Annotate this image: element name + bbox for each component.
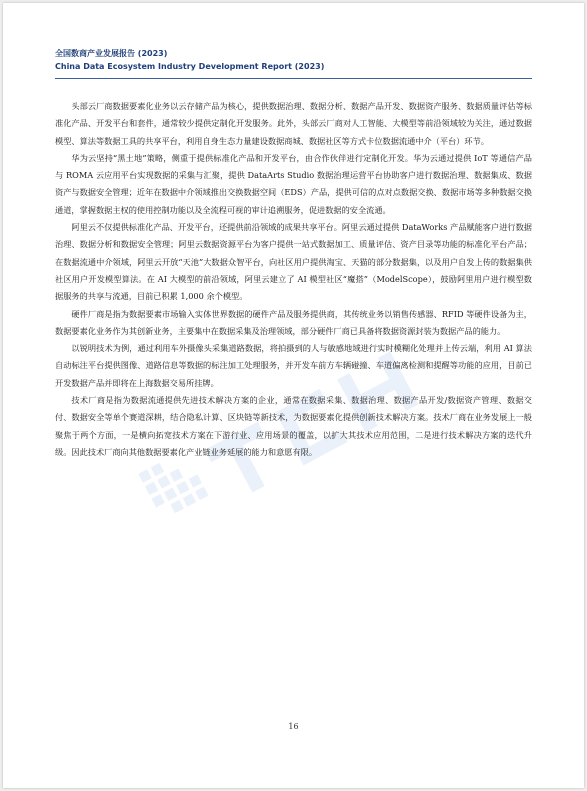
document-page <box>3 3 584 788</box>
paragraph-alibaba-cloud: 阿里云不仅提供标准化产品、开发平台，还提供前沿领域的成果共享平台。阿里云通过提供 DataWorks 产品赋能客户进行数据治理、数据分析和数据安全管理；阿里云数据资源平台为客户提供一站式数据加工、质量评估、资产目录等功能的标准化平台产品；在数据流通中介领域，阿里云开放“天池”大数据众智平台，向社区用户提供淘宝、天猫的部分数据集，以及用户自发上传的数据集供社区用户开发模型算法。在 AI 大模型的前沿领域，阿里云建立了 AI 模型社区“魔搭”（ModelScope），鼓励阿里用户进行模型数据服务的共享与流通，目前已积累 1,000 余个模型。 <box>55 222 532 302</box>
paragraph-cloud-vendors: 头部云厂商数据要素化业务以云存储产品为核心，提供数据治理、数据分析、数据产品开发、数据资产服务、数据质量评估等标准化产品、开发平台和套件，通常较少提供定制化开发服务。此外，头部云厂商对人工智能、大模型等前沿领域较为关注，通过数据模型、算法等数据工具的共享平台，利用自身生态力量建设数据商城、数据社区等方式卡位数据流通中介（平台）环节。 <box>55 101 532 146</box>
header-rule <box>55 78 532 79</box>
header-title-cn: 全国数商产业发展报告 (2023) <box>55 49 168 58</box>
header-title-en: China Data Ecosystem Industry Development Report (2023) <box>55 62 325 71</box>
page-number: 16 <box>288 722 299 731</box>
body-text <box>55 98 532 461</box>
paragraph-streamax-example: 以锐明技术为例，通过利用车外摄像头采集道路数据，将拍摄到的人与敏感地域进行实时模糊化处理并上传云端，利用 AI 算法自动标注平台提供图像、道路信息等数据的标注加工处理服务，并开发车前方车辆碰撞、车道偏离检测和提醒等功能的应用，目前已开发数据产品并即将在上海数据交易所挂牌。 <box>55 343 532 388</box>
paragraph-huawei-cloud: 华为云坚持“黑土地”策略，侧重于提供标准化产品和开发平台，由合作伙伴进行定制化开发。华为云通过提供 IoT 等通信产品与 ROMA 云应用平台实现数据的采集与汇聚，提供 DataArts Studio 数据治理运营平台协助客户进行数据治理、数据集成、数据资产与数据安全管理；近年在数据中介领域推出交换数据空间（EDS）产品，提供可信的点对点数据交换、数据市场等多种数据交换通道，掌握数据主权的使用控制功能以及全流程可视的审计追溯服务，促进数据的安全流通。 <box>55 152 532 215</box>
paragraph-tech-vendors: 技术厂商是指为数据流通提供先进技术解决方案的企业，通常在数据采集、数据治理、数据产品开发/数据资产管理、数据交付、数据安全等单个赛道深耕，结合隐私计算、区块链等新技术，为数据要素化提供创新技术解决方案。技术厂商在业务发展上一般聚焦于两个方面，一是横向拓宽技术方案在下游行业、应用场景的覆盖，以扩大其技术应用范围，二是进行技术解决方案的迭代升级。因此技术厂商向其他数据要素化产业链业务延展的能力和意愿有限。 <box>55 395 532 457</box>
paragraph-hardware-vendors: 硬件厂商是指为数据要素市场输入实体世界数据的硬件产品及服务提供商，其传统业务以销售传感器、RFID 等硬件设备为主，数据要素化业务作为其创新业务，主要集中在数据采集及治理领域，部分硬件厂商已具备将数据资源封装为数据产品的能力。 <box>55 308 532 336</box>
